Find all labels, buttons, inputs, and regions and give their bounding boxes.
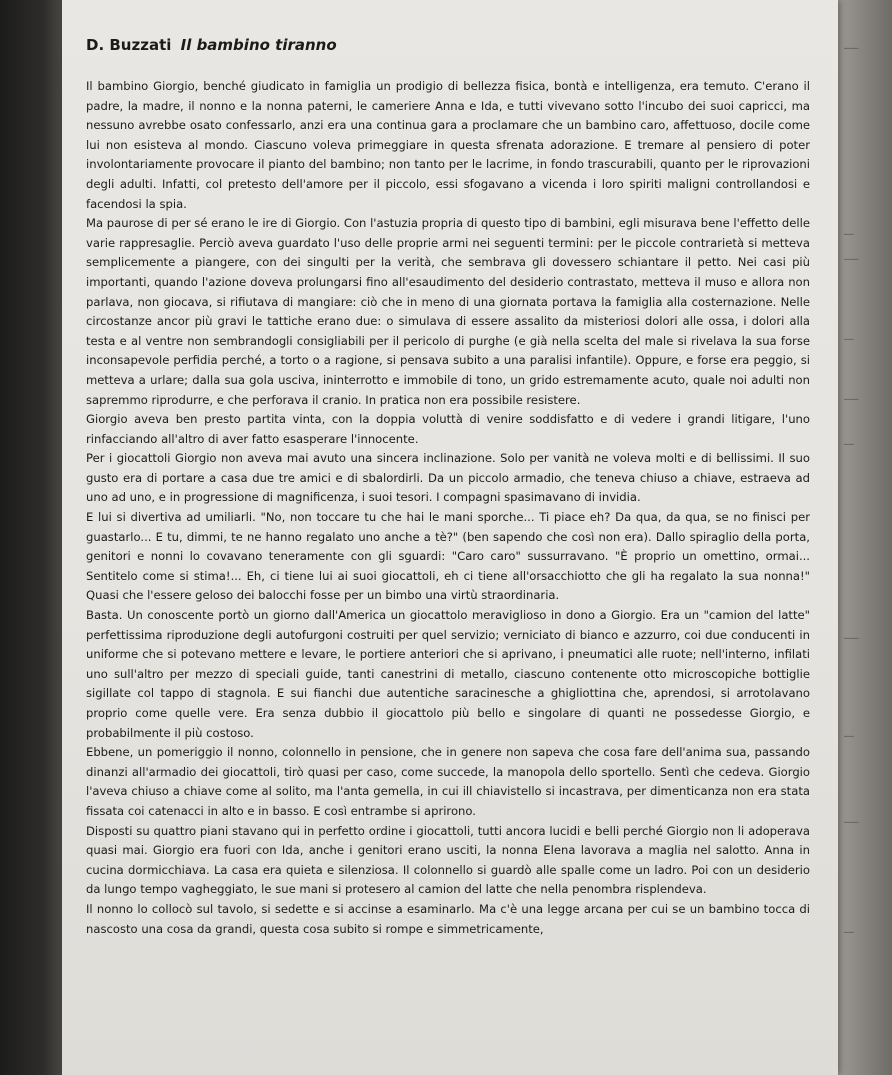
background-edge-right	[838, 0, 892, 1075]
paragraph: Per i giocattoli Giorgio non aveva mai avuto una sincera inclinazione. Solo per vanità ne voleva molti e di bellissimi. Il suo gusto era di portare a casa due tre amici e di sbalordirli. Da un piccolo armadio, che teneva chiuso a chiave, estraeva ad uno ad uno, e in progressione di magnificenza, i suoi tesori. I compagni spasimavano di invidia.	[86, 451, 810, 505]
bleed-through-text: ───	[844, 818, 859, 827]
bleed-through-text: ───	[844, 44, 859, 53]
bleed-through-text: ──	[844, 928, 854, 937]
bleed-through-text: ───	[844, 255, 859, 264]
paragraph: Il bambino Giorgio, benché giudicato in famiglia un prodigio di bellezza fisica, bontà e intelligenza, era temuto. C'erano il padre, la madre, il nonno e la nonna paterni, le cameriere Anna e Ida, e tutti vivevano sotto l'incubo dei suoi capricci, ma nessuno avrebbe osato confessarlo, anzi era una continua gara a proclamare che un bambino caro, affettuoso, docile come lui non esisteva al mondo. Ciascuno voleva primeggiare in questa sfrenata adorazione. E tremare al pensiero di poter involontariamente provocare il pianto del bambino; non tanto per le lacrime, in fondo trascurabili, quanto per le riprovazioni degli adulti. Infatti, col pretesto dell'amore per il piccolo, essi sfogavano a vicenda i loro spiriti maligni controllandosi e facendosi la spia.	[86, 79, 810, 211]
paragraph: Il nonno lo collocò sul tavolo, si sedette e si accinse a esaminarlo. Ma c'è una legge arcana per cui se un bambino tocca di nascosto una cosa da grandi, questa cosa subito si rompe e simmetricamente,	[86, 901, 810, 936]
title-work: Il bambino tiranno	[180, 36, 337, 54]
bleed-through-text: ──	[844, 732, 854, 741]
bleed-through-text: ───	[844, 395, 859, 404]
book-page	[62, 0, 838, 1075]
bleed-through-text: ──	[844, 230, 854, 239]
page-content	[86, 36, 810, 939]
story-text	[86, 77, 810, 939]
paragraph: E lui si divertiva ad umiliarli. "No, non toccare tu che hai le mani sporche... Ti piace eh? Da qua, da qua, se no finisci per guastarlo... E tu, dimmi, te ne hanno regalato uno anche a tè?" (ben sapendo che così non era). Dallo spiraglio della porta, genitori e nonni lo covavano teneramente con gli sguardi: "Caro caro" sussurravano. "È proprio un omettino, ormai... Sentitelo come si stima!... Eh, ci tiene lui ai suoi giocattoli, eh ci tiene all'orsacchiotto che gli ha regalato la sua nonna!" Quasi che l'essere geloso dei balocchi fosse per un bimbo una virtù straordinaria.	[86, 510, 810, 603]
bleed-through-text: ──	[844, 335, 854, 344]
bleed-through-text: ───	[844, 634, 859, 643]
bleed-through-text: ──	[844, 440, 854, 449]
paragraph: Basta. Un conoscente portò un giorno dall'America un giocattolo meraviglioso in dono a Giorgio. Era un "camion del latte" perfettissima riproduzione degli autofurgoni costruiti per quel servizio; verniciato di bianco e azzurro, coi due conducenti in uniforme che si potevano mettere e levare, le portiere anteriori che si aprivano, i pneumatici alle ruote; nell'interno, infilati uno sull'altro per mezzo di speciali guide, tanti canestrini di metallo, ciascuno contenente otto microscopiche bottiglie sigillate col tappo di stagnola. E sui fianchi due autentiche saracinesche a ghigliottina che, aprendosi, si arrotolavano proprio come quelle vere. Era senza dubbio il giocattolo più bello e singolare di quanti ne possedesse Giorgio, e probabilmente il più costoso.	[86, 608, 810, 740]
paragraph: Disposti su quattro piani stavano qui in perfetto ordine i giocattoli, tutti ancora lucidi e belli perché Giorgio non li adoperava quasi mai. Giorgio era fuori con Ida, anche i genitori erano usciti, la nonna Elena lavorava a maglia nel salotto. Anna in cucina dormicchiava. La casa era quieta e silenziosa. Il colonnello si guardò alle spalle come un ladro. Poi con un desiderio da lungo tempo vagheggiato, le sue mani si protesero al camion del latte che nella penombra risplendeva.	[86, 823, 810, 897]
background-edge-left	[0, 0, 62, 1075]
paragraph: Giorgio aveva ben presto partita vinta, con la doppia voluttà di venire soddisfatto e di vedere i grandi litigare, l'uno rinfacciando all'altro di aver fatto esasperare l'innocente.	[86, 412, 810, 446]
page-title	[86, 36, 810, 54]
paragraph: Ebbene, un pomeriggio il nonno, colonnello in pensione, che in genere non sapeva che cosa fare dell'anima sua, passando dinanzi all'armadio dei giocattoli, tirò quasi per caso, come succede, la manopola dello sportello. Sentì che cedeva. Giorgio l'aveva chiuso a chiave come al solito, ma l'anta gemella, in cui ill chiavistello si incastrava, per dimenticanza non era stata fissata coi catenacci in alto e in basso. E così entrambe si aprirono.	[86, 745, 810, 818]
paragraph: Ma paurose di per sé erano le ire di Giorgio. Con l'astuzia propria di questo tipo di bambini, egli misurava bene l'effetto delle varie rappresaglie. Perciò aveva guardato l'uso delle proprie armi nei seguenti termini: per le piccole contrarietà si metteva semplicemente a piangere, con dei singulti per la verità, che sembrava gli dovessero schiantare il petto. Nei casi più importanti, quando l'azione doveva prolungarsi fino all'esaudimento del desiderio contrastato, metteva il muso e allora non parlava, non giocava, si rifiutava di mangiare: ciò che in meno di una giornata portava la famiglia alla costernazione. Nelle circostanze ancor più gravi le tattiche erano due: o simulava di essere assalito da misteriosi dolori alle ossa, i dolori alla testa e al ventre non sembrandogli consigliabili per il pericolo di purghe (e già nella scelta del male si rivelava la sua forse inconsapevole perfidia perché, a torto o a ragione, si pensava subito a una paralisi infantile). Oppure, e forse era peggio, si metteva a urlare; dalla sua gola usciva, ininterrotto e immobile di tono, un grido estremamente acuto, quale noi adulti non sapremmo riprodurre, e che perforava il cranio. In pratica non era possibile resistere.	[86, 216, 810, 407]
title-author: D. Buzzati	[86, 36, 172, 54]
